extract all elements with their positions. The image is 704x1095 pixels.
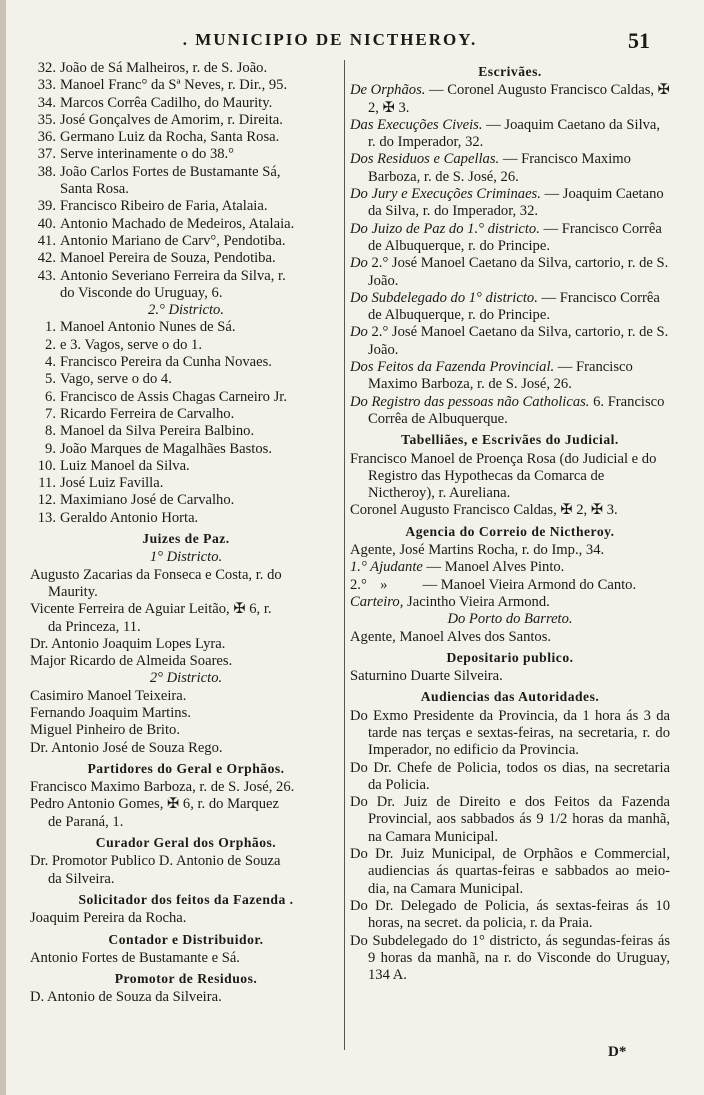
- correio-heading: Agencia do Correio de Nictheroy.: [405, 523, 615, 539]
- depositario-heading: Depositario publico.: [446, 649, 574, 665]
- juizes-d2-heading: 2° Districto.: [149, 670, 223, 687]
- list-item: Do Subdelegado do 1° districto, ás segundas-feiras ás 9 horas da manhã, na r. do Visconde do Uruguay, 134 A.: [350, 932, 670, 984]
- list-item: Francisco Manoel de Proença Rosa (do Judicial e do Registro das Hypothecas da Comarca de Nictheroy), r. Aureliana.: [350, 450, 657, 502]
- list-item: [30, 510, 342, 527]
- right-column: [350, 60, 670, 984]
- item-number: 36.: [37, 129, 56, 146]
- ajudante-name: — Manoel Alves Pinto.: [422, 559, 565, 576]
- list-item: [350, 255, 670, 290]
- item-number: 32.: [37, 60, 56, 76]
- item-number: 4.: [45, 354, 56, 371]
- escrivao-text: — Francisco Corrêa de Albuquerque, r. do Principe.: [368, 289, 660, 324]
- list-item: [30, 319, 342, 336]
- escrivao-text: 2.° José Manoel Caetano da Silva, cartorio, r. de S. João.: [367, 324, 669, 358]
- item-text: Francisco Pereira da Cunha Novaes.: [60, 354, 272, 371]
- item-text: do Visconde do Uruguay, 6.: [60, 284, 223, 301]
- left-column: [30, 60, 342, 1007]
- juizes-d1-heading: 1° Districto.: [149, 549, 223, 566]
- escrivao-text: 6. Francisco Corrêa de Albuquerque.: [368, 393, 665, 427]
- item-text: Antonio Machado de Medeiros, Atalaia.: [60, 215, 295, 232]
- list-item: Do Exmo Presidente da Provincia, da 1 hora ás 3 da tarde nas terças e sextas-feiras, na secretaria, r. do Imperador, no edificio da Provincia.: [350, 707, 670, 759]
- item-text: João de Sá Malheiros, r. de S. João.: [60, 60, 268, 76]
- item-number: 5.: [45, 371, 56, 388]
- item-text: Ricardo Ferreira de Carvalho.: [60, 405, 235, 422]
- item-number: 43.: [37, 267, 56, 284]
- list-item: Dr. Promotor Publico D. Antonio de Souza: [30, 853, 281, 870]
- list-item: [350, 221, 670, 256]
- item-text: Marcos Corrêa Cadilho, do Maurity.: [60, 94, 273, 111]
- item-number: 37.: [37, 146, 56, 163]
- item-text: Francisco de Assis Chagas Carneiro Jr.: [60, 388, 287, 405]
- item-text: José Gonçalves de Amorim, r. Direita.: [60, 111, 283, 128]
- list-item: Miguel Pinheiro de Brito.: [30, 722, 180, 739]
- list-item: Major Ricardo de Almeida Soares.: [30, 653, 233, 670]
- escrivao-label: Dos Residuos e Capellas.: [350, 151, 500, 168]
- ajudante2-label: 2.°: [350, 576, 367, 593]
- contador-heading: Contador e Distribuidor.: [108, 931, 264, 947]
- escrivao-label: Do: [350, 324, 368, 341]
- list-item: [30, 475, 342, 492]
- ditto-mark: »: [380, 576, 388, 593]
- partidores-heading: Partidores do Geral e Orphãos.: [87, 760, 285, 776]
- escrivao-label: Das Execuções Civeis.: [350, 116, 483, 133]
- item-text: João Marques de Magalhães Bastos.: [60, 440, 272, 457]
- audiencias-list: [350, 708, 670, 985]
- list-item: [350, 186, 670, 221]
- catchword: D*: [608, 1044, 627, 1060]
- item-number: 1.: [45, 319, 56, 336]
- tabelliaes-heading: Tabelliães, e Escrivães do Judicial.: [401, 432, 619, 448]
- list-item: Vicente Ferreira de Aguiar Leitão, ✠ 6, r.: [30, 601, 272, 618]
- item-text: Santa Rosa.: [60, 181, 129, 198]
- carteiro-label: Carteiro,: [350, 593, 404, 610]
- district2-heading: 2.° Districto.: [148, 302, 224, 319]
- list-item: Pedro Antonio Gomes, ✠ 6, r. do Marquez: [30, 796, 279, 813]
- item-text: Vago, serve o do 4.: [60, 371, 172, 388]
- item-text: Francisco Ribeiro de Faria, Atalaia.: [60, 198, 268, 215]
- list-item: Dr. Antonio José de Souza Rego.: [30, 739, 223, 756]
- list-item: Antonio Fortes de Bustamante e Sá.: [30, 949, 240, 966]
- item-number: 40.: [37, 215, 56, 232]
- item-text: e 3. Vagos, serve o do 1.: [60, 336, 202, 353]
- item-number: 42.: [37, 250, 56, 267]
- item-number: 8.: [45, 423, 56, 440]
- list-item: [30, 268, 342, 285]
- list-item: [30, 371, 342, 388]
- item-text: Serve interinamente o do 38.°: [60, 146, 235, 163]
- escrivao-text: — Coronel Augusto Francisco Caldas, ✠ 2, ✠ 3.: [368, 82, 670, 116]
- list-item: Do Dr. Juiz de Direito e dos Feitos da Fazenda Provincial, aos sabbados ás 9 1/2 horas da manhã, na Camara Municipal.: [350, 794, 670, 845]
- list-item: Maurity.: [48, 583, 98, 600]
- list-item: Coronel Augusto Francisco Caldas, ✠ 2, ✠ 3.: [350, 502, 618, 519]
- item-number: 11.: [38, 475, 56, 492]
- list-item: [30, 423, 342, 440]
- item-number: 10.: [37, 457, 56, 474]
- escrivao-label: De Orphãos.: [350, 82, 426, 99]
- page-header-title: . MUNICIPIO DE NICTHEROY.: [182, 30, 478, 49]
- list-item: [30, 129, 342, 146]
- list-item: Do Dr. Delegado de Policia, ás sextas-feiras ás 10 horas, na secret. da policia, r. da Praia.: [350, 897, 670, 932]
- list-item: [30, 492, 342, 509]
- escrivao-label: Do Registro das pessoas não Catholicas.: [350, 393, 590, 410]
- list-item: Dr. Antonio Joaquim Lopes Lyra.: [30, 635, 226, 652]
- item-text: Manoel Antonio Nunes de Sá.: [60, 319, 236, 336]
- list-item: [350, 559, 670, 576]
- list-item: [30, 233, 342, 250]
- list-item: [350, 359, 670, 394]
- item-text: Luiz Manoel da Silva.: [60, 457, 190, 474]
- item-text: João Carlos Fortes de Bustamante Sá,: [60, 163, 281, 180]
- escrivao-label: Do: [350, 255, 368, 272]
- item-text: Manoel Franc° da Sª Neves, r. Dir., 95.: [60, 77, 288, 94]
- list-item: [350, 151, 670, 186]
- list-item: [30, 216, 342, 233]
- escrivaes-heading: Escrivães.: [478, 64, 542, 79]
- escrivao-text: — Joaquim Caetano da Silva, r. do Imperador, 32.: [368, 186, 664, 220]
- item-number: 38.: [37, 163, 56, 180]
- list-item: Francisco Maximo Barboza, r. de S. José, 26.: [30, 779, 295, 796]
- item-number: 41.: [37, 232, 56, 249]
- item-text: José Luiz Favilla.: [60, 475, 164, 492]
- barreto-heading: Do Porto do Barreto.: [447, 611, 573, 628]
- juizes-heading: Juizes de Paz.: [142, 531, 230, 547]
- list-item: [30, 441, 342, 458]
- list-item: [30, 285, 342, 302]
- item-number: 13.: [37, 509, 56, 526]
- list-item: [30, 181, 342, 198]
- item-text: Antonio Severiano Ferreira da Silva, r.: [60, 267, 286, 284]
- escrivao-text: — Francisco Maximo Barboza, r. de S. José, 26.: [368, 359, 633, 393]
- list-item: [350, 290, 670, 325]
- list-item: [30, 389, 342, 406]
- promotor-heading: Promotor de Residuos.: [114, 971, 258, 987]
- list-item: Saturnino Duarte Silveira.: [350, 668, 503, 685]
- item-number: 7.: [45, 405, 56, 422]
- list-item: [30, 337, 342, 354]
- list-item: [350, 324, 670, 359]
- list-item: [350, 82, 670, 117]
- list-item: Agente, José Martins Rocha, r. do Imp., 34.: [350, 542, 605, 559]
- item-text: Antonio Mariano de Carv°, Pendotiba.: [60, 232, 286, 249]
- item-text: Manoel Pereira de Souza, Pendotiba.: [60, 250, 276, 267]
- escrivao-text: — Joaquim Caetano da Silva, r. do Imperador, 32.: [368, 116, 661, 151]
- list-item: Joaquim Pereira da Rocha.: [30, 910, 187, 927]
- list-item: da Princeza, 11.: [48, 618, 141, 635]
- item-number: 33.: [37, 77, 56, 94]
- escrivao-label: Do Juizo de Paz do 1.° districto.: [350, 220, 540, 237]
- list-item: [30, 77, 342, 94]
- list-item: Augusto Zacarias da Fonseca e Costa, r. do: [30, 566, 282, 583]
- list-item: Casimiro Manoel Teixeira.: [30, 687, 187, 704]
- list-item: [350, 577, 670, 594]
- item-number: 35.: [37, 111, 56, 128]
- audiencias-heading: Audiencias das Autoridades.: [420, 689, 600, 705]
- list-item: da Silveira.: [48, 870, 115, 887]
- list-item: [350, 394, 670, 429]
- list-item: Do Dr. Juiz Municipal, de Orphãos e Commercial, audiencias ás quartas-feiras e sabbados ao meio-dia, na Camara Municipal.: [350, 846, 670, 897]
- item-number: 34.: [37, 94, 56, 111]
- item-text: Maximiano José de Carvalho.: [60, 492, 235, 509]
- escrivao-label: Dos Feitos da Fazenda Provincial.: [350, 359, 555, 376]
- escrivao-text: — Francisco Corrêa de Albuquerque, r. do Principe.: [368, 220, 662, 254]
- list-item: Do Dr. Chefe de Policia, todos os dias, na secretaria da Policia.: [350, 759, 670, 793]
- item-text: Manoel da Silva Pereira Balbino.: [60, 423, 255, 440]
- list-item: [30, 146, 342, 163]
- list-item: [30, 250, 342, 267]
- list-item: [30, 458, 342, 475]
- escrivao-text: — Francisco Maximo Barboza, r. de S. José, 26.: [368, 151, 631, 185]
- list-item: de Paraná, 1.: [48, 813, 124, 830]
- list-item: [30, 112, 342, 129]
- escrivao-label: Do Jury e Execuções Criminaes.: [350, 186, 541, 203]
- district2-list: [30, 319, 342, 527]
- list-item: Fernando Joaquim Martins.: [30, 704, 191, 721]
- column-divider: [344, 60, 345, 1050]
- item-text: Germano Luiz da Rocha, Santa Rosa.: [60, 129, 280, 146]
- item-number: 6.: [45, 388, 56, 405]
- escrivao-label: Do Subdelegado do 1° districto.: [350, 289, 538, 306]
- list-item: [30, 60, 342, 77]
- list-item: [30, 406, 342, 423]
- escrivao-text: 2.° José Manoel Caetano da Silva, cartorio, r. de S. João.: [367, 255, 669, 289]
- list-item: [30, 164, 342, 181]
- item-number: 9.: [45, 440, 56, 457]
- item-number: 39.: [37, 198, 56, 215]
- list-item: [30, 198, 342, 215]
- list-item: [350, 594, 670, 611]
- ajudante2-name: — Manoel Vieira Armond do Canto.: [418, 576, 637, 593]
- curador-heading: Curador Geral dos Orphãos.: [95, 835, 277, 851]
- district1-list: [30, 60, 342, 302]
- list-item: D. Antonio de Souza da Silveira.: [30, 989, 222, 1006]
- solicitador-heading: Solicitador dos feitos da Fazenda .: [78, 891, 294, 907]
- list-item: Agente, Manoel Alves dos Santos.: [350, 628, 552, 645]
- list-item: [350, 117, 670, 152]
- item-number: 12.: [37, 492, 56, 509]
- carteiro-name: Jacintho Vieira Armond.: [403, 593, 550, 610]
- item-text: Geraldo Antonio Horta.: [60, 509, 199, 526]
- escrivaes-list: [350, 82, 670, 428]
- ajudante-label: 1.° Ajudante: [350, 559, 423, 576]
- list-item: [30, 95, 342, 112]
- page-number: 51: [628, 28, 650, 53]
- item-number: 2.: [45, 336, 56, 353]
- page-edge: [0, 0, 6, 1095]
- list-item: [30, 354, 342, 371]
